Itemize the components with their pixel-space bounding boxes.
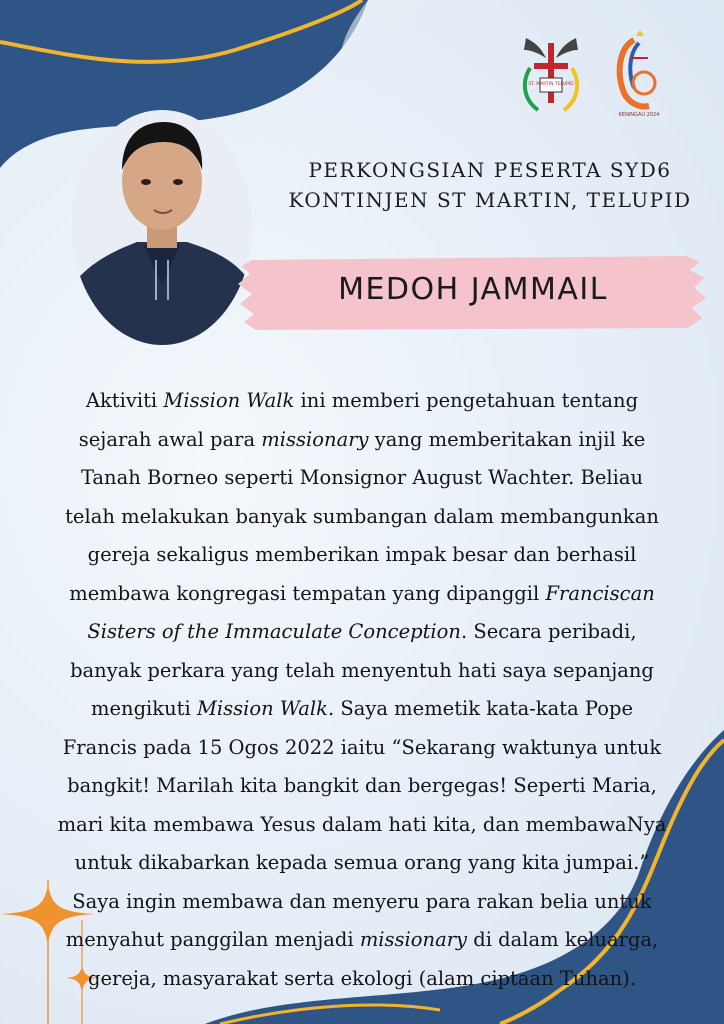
- body-text-segment: Tanah Borneo seperti Monsignor August Wachter. Beliau: [80, 466, 644, 489]
- body-line: [22, 459, 702, 498]
- body-text-segment: telah melakukan banyak sumbangan dalam membangunkan: [65, 504, 659, 528]
- body-italic-term: Sisters of the Immaculate Conception: [87, 620, 461, 643]
- body-text-segment: bangkit! Marilah kita bangkit dan bergegas! Seperti Maria,: [67, 774, 657, 797]
- body-line: [22, 652, 702, 691]
- body-text-segment: ini memberi pengetahuan tentang: [294, 389, 639, 412]
- body-text-segment: . Saya memetik kata-kata Pope: [327, 697, 633, 720]
- profile-photo: [72, 110, 252, 345]
- body-line: [22, 729, 702, 768]
- body-line: [22, 921, 702, 960]
- body-text-segment: mari kita membawa Yesus dalam hati kita, dan membawaNya: [57, 812, 667, 836]
- body-text-segment: Aktiviti: [85, 389, 164, 412]
- body-italic-term: missionary: [261, 427, 369, 451]
- body-line: [22, 575, 702, 614]
- heading-line-1: PERKONGSIAN PESERTA SYD6: [308, 158, 672, 182]
- participant-name: MEDOH JAMMAIL: [338, 272, 608, 307]
- st-martin-logo: [516, 28, 586, 122]
- body-line: [22, 382, 702, 421]
- body-text-segment: menyahut panggilan menjadi: [65, 928, 360, 951]
- body-line: [22, 767, 702, 806]
- body-line: [22, 421, 702, 460]
- body-italic-term: Mission Walk: [163, 389, 295, 412]
- person-photo-icon: [72, 110, 252, 345]
- syd6-keningau-logo: [604, 28, 674, 122]
- body-text-segment: . Secara peribadi,: [460, 620, 637, 643]
- body-italic-term: missionary: [359, 928, 468, 951]
- body-line: [22, 960, 702, 999]
- syd6-logo-icon: [604, 28, 674, 118]
- body-text-segment: gereja, masyarakat serta ekologi (alam ciptaan Tuhan).: [87, 966, 637, 990]
- heading-line-2: KONTINJEN ST MARTIN, TELUPID: [288, 188, 692, 212]
- body-line: [22, 883, 702, 922]
- body-italic-term: Franciscan: [545, 581, 655, 605]
- body-text-segment: untuk dikabarkan kepada semua orang yang kita jumpai.”: [74, 851, 650, 874]
- body-text-segment: Francis pada 15 Ogos 2022 iaitu “Sekarang waktunya untuk: [62, 735, 662, 759]
- body-paragraph: [22, 382, 702, 998]
- body-line: [22, 690, 702, 729]
- body-text-segment: mengikuti: [90, 697, 197, 720]
- body-text-segment: gereja sekaligus memberikan impak besar dan berhasil: [87, 543, 637, 566]
- body-text-segment: sejarah awal para: [78, 427, 262, 451]
- body-line: [22, 806, 702, 845]
- body-text-segment: di dalam keluarga,: [467, 928, 659, 951]
- st-martin-logo-icon: [516, 28, 586, 118]
- body-text-segment: banyak perkara yang telah menyentuh hati saya sepanjang: [70, 658, 654, 682]
- body-line: [22, 498, 702, 537]
- body-line: [22, 844, 702, 883]
- keningau-logo-text: KENINGAU 2024: [618, 112, 660, 118]
- body-text-segment: yang memberitakan injil ke: [368, 427, 646, 451]
- st-martin-logo-text: ST. MARTIN TELUPID: [528, 82, 574, 87]
- body-line: [22, 613, 702, 652]
- body-italic-term: Mission Walk: [196, 697, 328, 720]
- logo-group: [516, 28, 674, 122]
- body-text-segment: Saya ingin membawa dan menyeru para rakan belia untuk: [72, 889, 652, 913]
- body-line: [22, 536, 702, 575]
- body-text-segment: membawa kongregasi tempatan yang dipanggil: [69, 581, 546, 605]
